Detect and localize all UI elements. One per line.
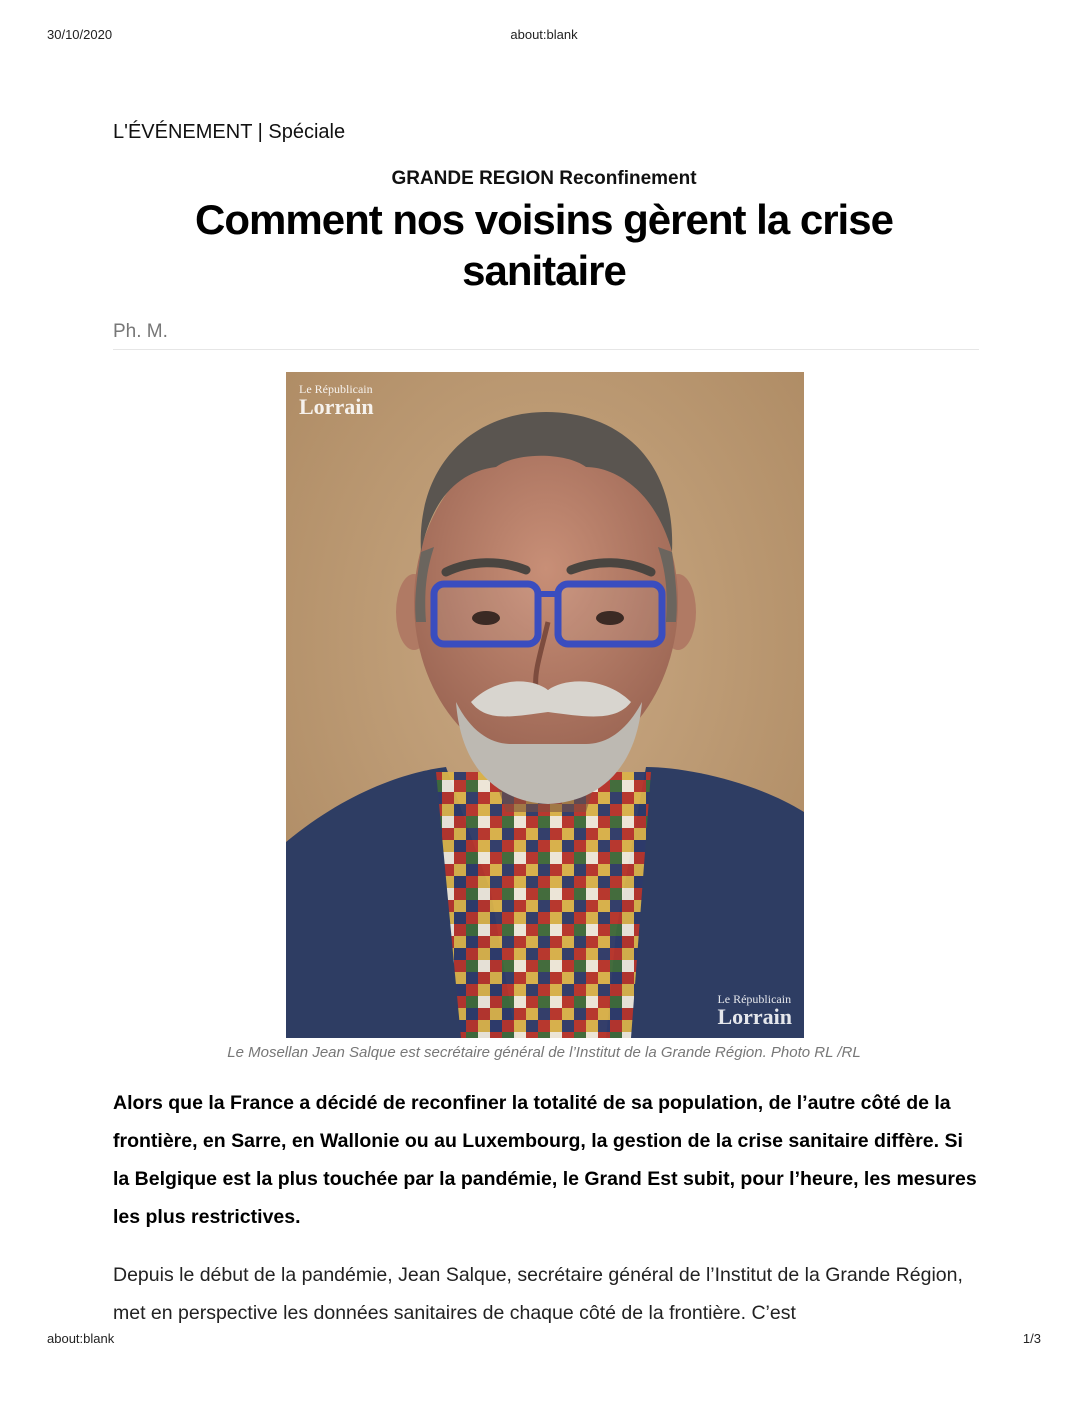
- page-number: 1/3: [1022, 1331, 1041, 1346]
- article-body-paragraph: Depuis le début de la pandémie, Jean Salque, secrétaire général de l’Institut de la Grande Région, met en perspective les données sanitaires de chaque côté de la frontière. C’est: [113, 1264, 963, 1324]
- portrait-illustration: [286, 372, 804, 1038]
- author-divider: [113, 349, 979, 350]
- article-author: Ph. M.: [113, 321, 168, 342]
- section-label: L'ÉVÉNEMENT | Spéciale: [113, 121, 346, 143]
- photo-watermark-top: Le Républicain Lorrain: [299, 382, 374, 419]
- photo-watermark-bottom: Le Républicain Lorrain: [717, 992, 792, 1029]
- article-photo: [286, 372, 804, 1038]
- article-headline: Comment nos voisins gèrent la crise sanitaire: [195, 196, 893, 294]
- article-lead: Alors que la France a décidé de reconfiner la totalité de sa population, de l’autre côté de la frontière, en Sarre, en Wallonie ou au Luxembourg, la gestion de la crise sanitaire diffère. Si la Belgique est la plus touchée par la pandémie, le Grand Est subit, pour l’heure, les mesures les plus restrictives.: [113, 1092, 977, 1228]
- print-url-footer: about:blank: [47, 1331, 115, 1346]
- article-kicker: GRANDE REGION Reconfinement: [391, 168, 697, 189]
- photo-caption: Le Mosellan Jean Salque est secrétaire général de l’Institut de la Grande Région. Photo RL /RL: [227, 1044, 861, 1061]
- print-url-header: about:blank: [510, 27, 578, 42]
- print-date: 30/10/2020: [47, 27, 113, 42]
